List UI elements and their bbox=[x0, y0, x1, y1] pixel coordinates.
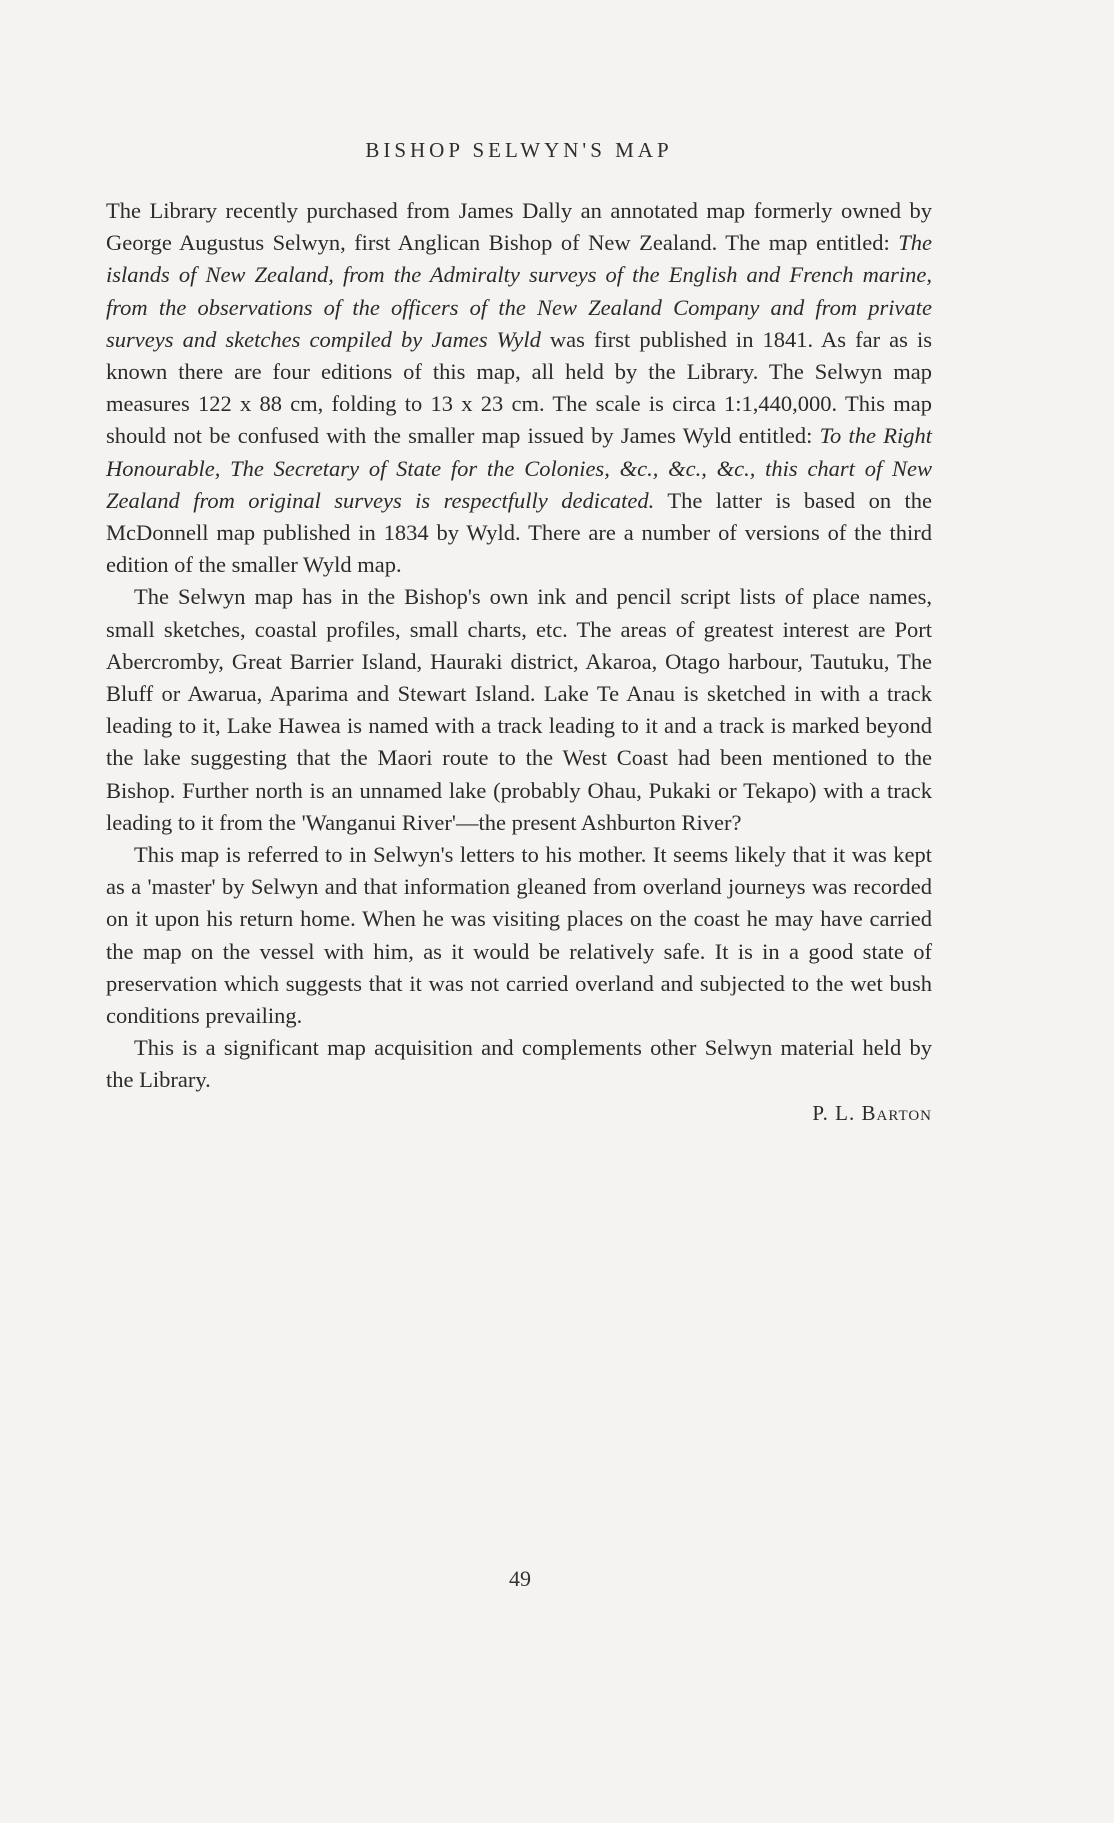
author-signature bbox=[106, 1101, 932, 1126]
paragraph-1-text-a: The Library recently purchased from James Dally an annotated map formerly owned by George Augustus Selwyn, first Anglican Bishop of New Zealand. The map entitled: bbox=[106, 198, 932, 256]
author-surname: Barton bbox=[861, 1100, 932, 1125]
paragraph-1-text-c: was first published in 1841. As far as is known there are four editions of this map, all held by the Library. The Selwyn map measures 122 x 88 cm, folding to 13 x 23 cm. The scale is circa 1:1,440,000. This map should not be confused with the smaller map issued by James Wyld entitled: bbox=[106, 326, 933, 449]
paragraph-1 bbox=[106, 195, 932, 581]
smaller-map-title-italic: To the Right Honourable, The Secretary of State for the Colonies, &c., &c., &c., this chart of New Zealand from original surveys is respectfully dedicated. bbox=[106, 423, 932, 513]
author-initials: P. L. bbox=[812, 1100, 862, 1125]
paragraph-3: This map is referred to in Selwyn's letters to his mother. It seems likely that it was kept as a 'master' by Selwyn and that information gleaned from overland journeys was recorded on it upon his return home. When he was visiting places on the coast he may have carried the map on the vessel with him, as it would be relatively safe. It is in a good state of preservation which suggests that it was not carried overland and subjected to the wet bush conditions prevailing. bbox=[106, 842, 932, 1029]
paragraph-2: The Selwyn map has in the Bishop's own ink and pencil script lists of place names, small sketches, coastal profiles, small charts, etc. The areas of greatest interest are Port Abercromby, Great Barrier Island, Hauraki district, Akaroa, Otago harbour, Tautuku, The Bluff or Awarua, Aparima and Stewart Island. Lake Te Anau is sketched in with a track leading to it, Lake Hawea is named with a track leading to it and a track is marked beyond the lake suggesting that the Maori route to the West Coast had been mentioned to the Bishop. Further north is an unnamed lake (probably Ohau, Pukaki or Tekapo) with a track leading to it from the 'Wanganui River'—the present Ashburton River? bbox=[106, 584, 932, 835]
article bbox=[106, 128, 932, 1126]
paragraph-1-text-e: The latter is based on the McDonnell map published in 1834 by Wyld. There are a number of versions of the third edition of the smaller Wyld map. bbox=[106, 487, 932, 578]
map-title-italic: The islands of New Zealand, from the Admiralty surveys of the English and French marine, from the observations of the officers of the New Zealand Company and from private surveys and sketches compiled by James Wyld bbox=[106, 230, 932, 352]
paragraph-4: This is a significant map acquisition and complements other Selwyn material held by the Library. bbox=[106, 1035, 932, 1093]
page-number: 49 bbox=[509, 1566, 531, 1591]
article-title: BISHOP SELWYN'S MAP bbox=[365, 138, 673, 162]
